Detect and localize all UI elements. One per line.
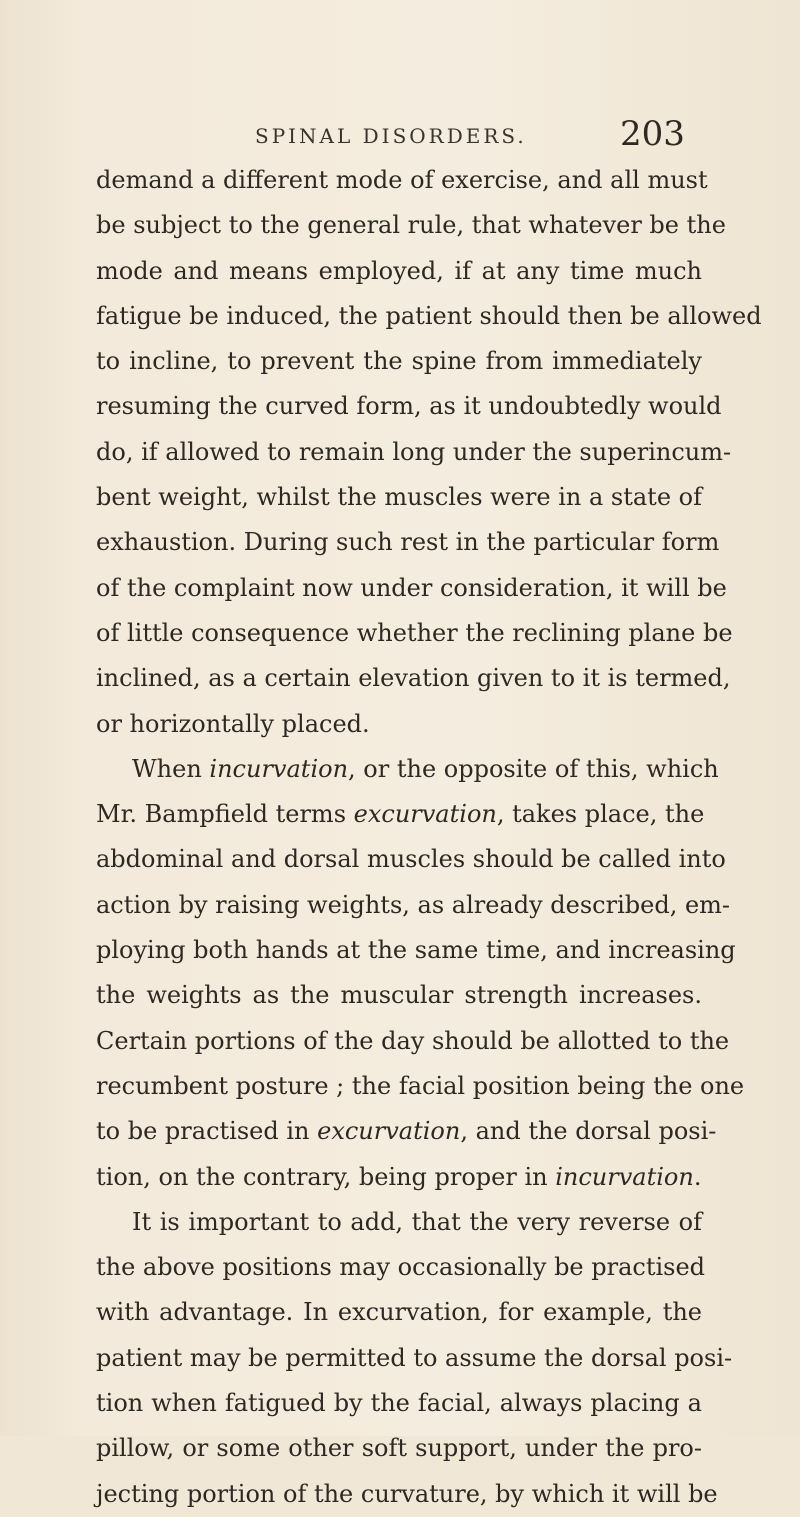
text-line: recumbent posture ; the facial position being the one bbox=[96, 1071, 745, 1100]
page-number: 203 bbox=[620, 114, 685, 154]
text-line: action by raising weights, as already described, em- bbox=[96, 890, 731, 919]
running-head: SPINAL DISORDERS. bbox=[255, 124, 527, 148]
text-line: resuming the curved form, as it undoubtedly would bbox=[96, 392, 722, 421]
text-line: patient may be permitted to assume the dorsal posi- bbox=[96, 1343, 733, 1372]
text-line: tion when fatigued by the facial, always placing a bbox=[96, 1389, 702, 1418]
text-line: fatigue be induced, the patient should then be allowed bbox=[96, 301, 762, 330]
text-line: jecting portion of the curvature, by which it will be bbox=[96, 1479, 718, 1508]
text-line: inclined, as a certain elevation given to it is termed, bbox=[96, 664, 731, 693]
text-line: ploying both hands at the same time, and increasing bbox=[96, 936, 736, 965]
text-line: demand a different mode of exercise, and all must bbox=[96, 166, 708, 194]
text-line: or horizontally placed. bbox=[96, 709, 370, 738]
text-line: abdominal and dorsal muscles should be called into bbox=[96, 845, 726, 874]
text-line: the weights as the muscular strength increases. bbox=[96, 981, 702, 1010]
text-line: exhaustion. During such rest in the particular form bbox=[96, 528, 720, 557]
text-line: Mr. Bampfield terms excurvation, takes place, the bbox=[96, 800, 705, 829]
text-line: pillow, or some other soft support, under the pro- bbox=[96, 1434, 702, 1463]
text-line: tion, on the contrary, being proper in incurvation. bbox=[96, 1162, 702, 1191]
text-line: When incurvation, or the opposite of this, which bbox=[132, 754, 719, 783]
text-line: bent weight, whilst the muscles were in a state of bbox=[96, 483, 702, 512]
text-line: the above positions may occasionally be practised bbox=[96, 1253, 706, 1282]
text-line: to be practised in excurvation, and the dorsal posi- bbox=[96, 1117, 717, 1146]
text-line: Certain portions of the day should be allotted to the bbox=[96, 1026, 730, 1055]
text-line: do, if allowed to remain long under the superincum- bbox=[96, 437, 732, 466]
text-line: be subject to the general rule, that whatever be the bbox=[96, 211, 726, 240]
body-text bbox=[96, 158, 762, 1517]
text-line: to incline, to prevent the spine from immediately bbox=[96, 347, 702, 376]
text-line: of little consequence whether the reclining plane be bbox=[96, 618, 733, 647]
text-line: mode and means employed, if at any time much bbox=[96, 256, 702, 285]
text-line: with advantage. In excurvation, for example, the bbox=[96, 1298, 702, 1327]
page-header bbox=[0, 108, 800, 158]
text-line: of the complaint now under consideration, it will be bbox=[96, 573, 727, 602]
text-line: It is important to add, that the very reverse of bbox=[132, 1207, 702, 1236]
